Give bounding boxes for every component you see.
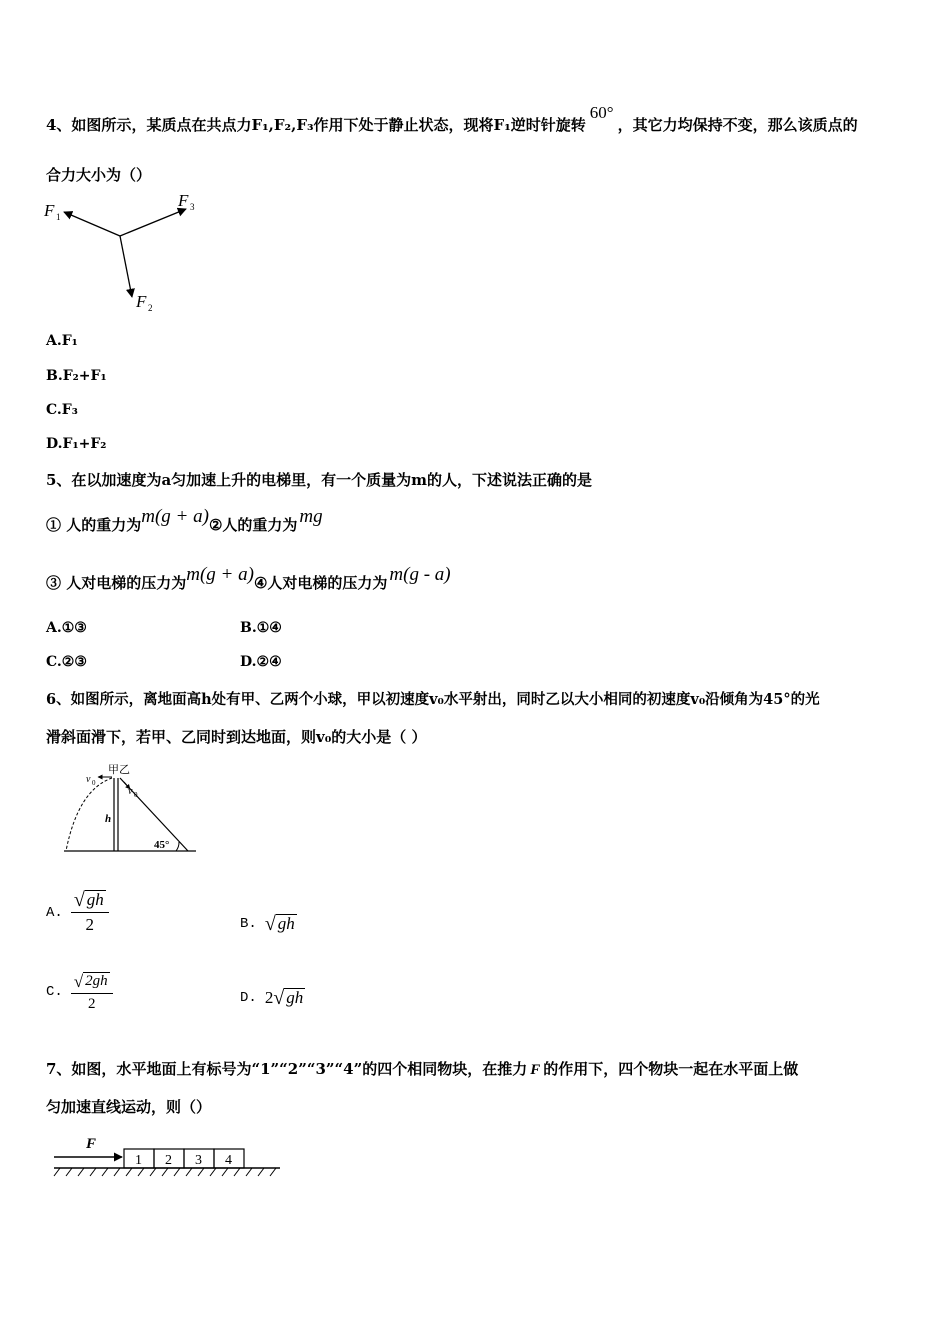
q6-stem-line1: 6、如图所示，离地面高h处有甲、乙两个小球，甲以初速度v₀水平射出，同时乙以大小相同的初速度v₀沿倾角为45°的光: [46, 691, 820, 708]
q6-option-a-letter: A.: [46, 904, 63, 921]
q4-option-a: A.F₁: [46, 333, 78, 349]
q5-s3-formula: m(g + a): [186, 564, 254, 585]
q5-statement-row-2: [46, 564, 451, 592]
q6-option-d-coef: 2: [264, 988, 274, 1007]
force-label: F: [86, 1136, 97, 1152]
q5-s4-label: ④人对电梯的压力为: [253, 574, 388, 592]
q6-option-c-radicand: 2gh: [85, 973, 108, 989]
v0-left-label: v: [86, 774, 91, 785]
block-4-label: 4: [225, 1153, 232, 1168]
q4-option-c: C.F₃: [46, 402, 78, 418]
block-3-label: 3: [195, 1153, 202, 1168]
q6-option-b-radicand: gh: [277, 914, 295, 934]
v0-left-sub: 0: [92, 779, 96, 787]
q6-option-b: [240, 914, 297, 934]
q6-option-a-den: 2: [85, 915, 95, 934]
q4-stem-text: 4、如图所示，某质点在共点力F₁,F₂,F₃作用下处于静止状态，现将F₁逆时针旋转: [46, 116, 586, 134]
q5-option-b: B.①④: [240, 620, 282, 636]
q6-option-c-den: 2: [87, 995, 96, 1012]
q6-option-c: [46, 972, 113, 1013]
q6-incline-diagram: [58, 762, 208, 862]
q6-option-d-letter: D.: [240, 990, 257, 1006]
block-1-label: 1: [135, 1153, 142, 1168]
f2-arrow: [120, 236, 132, 297]
q5-s2-formula: mg: [299, 506, 323, 527]
q6-option-a-formula: √ gh 2: [71, 890, 109, 935]
v0-right-sub: 0: [134, 791, 138, 799]
q7-stem-line1: [46, 1058, 798, 1079]
q6-option-a-radicand: gh: [86, 890, 104, 910]
q7-force-symbol: F: [530, 1062, 541, 1078]
q6-option-c-letter: C.: [46, 984, 63, 1001]
q5-s2-label: ②人的重力为: [208, 516, 298, 534]
f3-label-sub: 3: [190, 202, 195, 212]
q7-blocks-diagram: [50, 1130, 290, 1182]
v0-right-label: v: [128, 786, 133, 797]
angle-arc: [176, 842, 179, 851]
q4-option-d: D.F₁+F₂: [46, 436, 107, 452]
f2-label: F: [136, 292, 147, 311]
height-label: h: [105, 813, 112, 825]
ground-hatching: [54, 1168, 276, 1176]
q5-option-d: D.②④: [240, 654, 282, 670]
q7-stem-text-end: 的作用下，四个物块一起在水平面上做: [543, 1060, 799, 1078]
q4-force-diagram: [40, 190, 220, 320]
q4-option-b: B.F₂+F₁: [46, 368, 107, 384]
q5-s4-formula: m(g - a): [389, 564, 451, 585]
q6-option-c-formula: √ 2gh 2: [71, 972, 113, 1013]
q5-s1-label: ① 人的重力为: [46, 516, 142, 534]
q4-stem-line2: 合力大小为（）: [46, 166, 152, 184]
f1-arrow: [64, 212, 120, 236]
q6-option-b-formula: √ gh: [264, 913, 295, 935]
f3-label: F: [178, 191, 189, 210]
q5-option-a: A.①③: [46, 620, 87, 636]
q5-s3-label: ③ 人对电梯的压力为: [46, 574, 187, 592]
angle-label: 45°: [154, 839, 170, 851]
f2-label-sub: 2: [148, 303, 153, 313]
q6-option-a: [46, 890, 109, 935]
q5-stem: 5、在以加速度为a匀加速上升的电梯里，有一个质量为m的人，下述说法正确的是: [46, 471, 593, 489]
f1-label-sub: 1: [56, 212, 61, 222]
f3-arrow: [120, 209, 186, 236]
jia-yi-label: 甲乙: [108, 764, 130, 776]
q6-option-b-letter: B.: [240, 916, 257, 932]
q6-option-d-formula: √ gh: [273, 987, 304, 1009]
q5-option-c: C.②③: [46, 654, 87, 670]
f1-label: F: [44, 201, 55, 220]
q6-option-d-radicand: gh: [286, 988, 304, 1008]
q4-rotation-angle: 60°: [589, 103, 614, 122]
q6-option-d: [240, 988, 305, 1008]
q6-stem-line2: 滑斜面滑下，若甲、乙同时到达地面，则v₀的大小是（ ）: [46, 728, 427, 746]
block-2-label: 2: [165, 1153, 172, 1168]
q5-statement-row-1: [46, 506, 323, 534]
q7-stem-text: 7、如图，水平地面上有标号为“1”“2”“3”“4”的四个相同物块，在推力: [46, 1060, 528, 1078]
q4-stem-line1: [46, 103, 858, 135]
q5-s1-formula: m(g + a): [141, 506, 209, 527]
q7-stem-line2: 匀加速直线运动，则（）: [46, 1098, 212, 1116]
q4-stem-text-end: ，其它力均保持不变，那么该质点的: [617, 116, 858, 134]
